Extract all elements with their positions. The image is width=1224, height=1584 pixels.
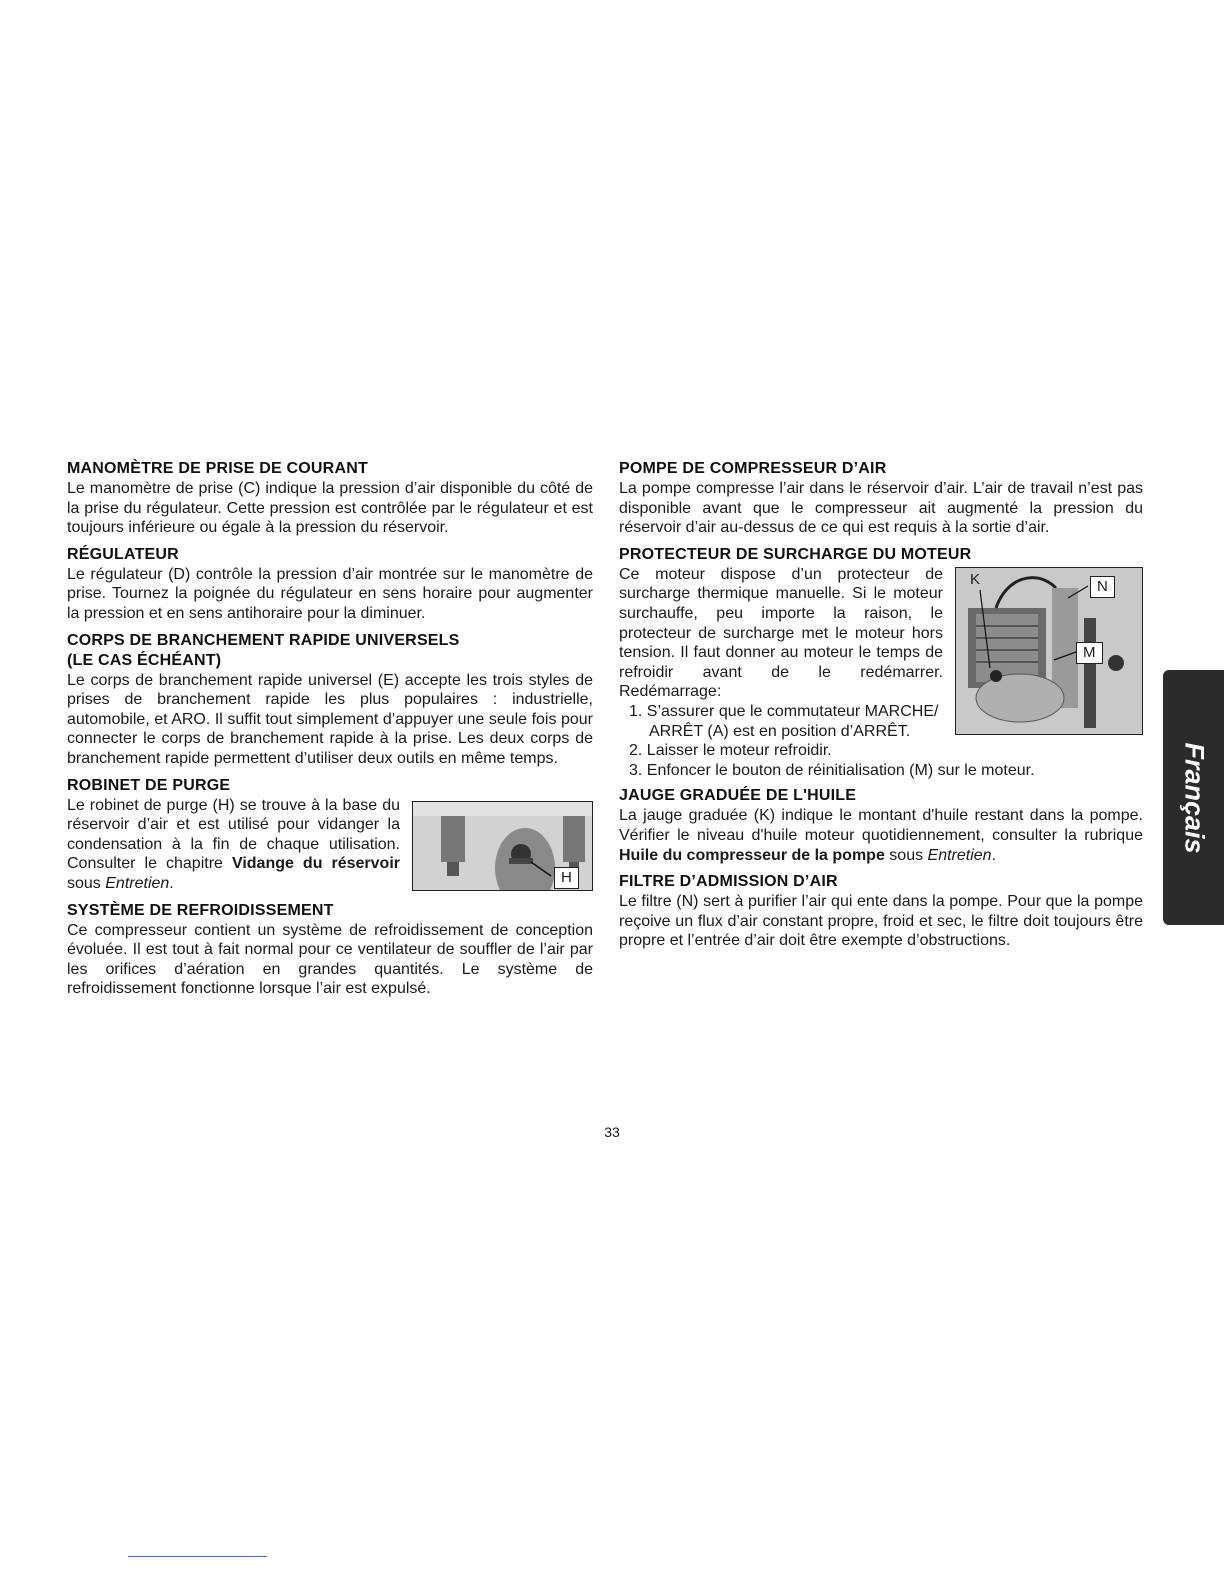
heading-corps-line1: CORPS DE BRANCHEMENT RAPIDE UNIVERSELS [67, 631, 460, 649]
heading-robinet: ROBINET DE PURGE [67, 776, 231, 794]
text-protecteur: Ce moteur dispose d’un protecteur de surcharge thermique manuelle. Si le moteur surchauffe, peu importe la raison, le protecteur de surcharge met le moteur hors tension. Il faut donner au moteur le temps de refroidir avant de le redémarrer. Redémarrage: [619, 565, 943, 701]
list-item: 2. Laisser le moteur refroidir. [629, 742, 832, 760]
page-number: 33 [604, 1124, 620, 1140]
section-filtre [619, 872, 1143, 951]
figure-label-h: H [554, 867, 579, 889]
section-refroidissement [67, 901, 593, 999]
text-jauge [619, 806, 1143, 865]
heading-regulateur: RÉGULATEUR [67, 545, 179, 563]
figure-label-k: K [970, 570, 981, 588]
section-corps [67, 631, 593, 769]
text-manometre: Le manomètre de prise (C) indique la pression d’air disponible du côté de la prise du régulateur. Cette pression est contrôlée par le régulateur et est toujours inférieure ou égale à la pression du réservoir. [67, 480, 593, 537]
motor-pump-figure [955, 567, 1143, 735]
list-item: 3. Enfoncer le bouton de réinitialisation (M) sur le moteur. [629, 761, 1035, 779]
section-protecteur [619, 545, 1143, 787]
text-jauge-italic: Entretien [927, 846, 992, 864]
heading-filtre: FILTRE D’ADMISSION D’AIR [619, 873, 838, 891]
text-jauge-body: La jauge graduée (K) indique le montant d'huile restant dans la pompe. Vérifier le niveau d'huile moteur quotidiennement, consulter la rubrique [619, 807, 1143, 844]
text-pompe: La pompe compresse l’air dans le réservoir d’air. L’air de travail n’est pas disponible avant que le compresseur ait augmenté la pression du réservoir d’air au-dessus de ce qui est requis à la sortie d’air. [619, 480, 1143, 537]
right-column [619, 459, 1143, 958]
list-item: 1. S’assurer que le commutateur MARCHE/ ARRÊT (A) est en position d’ARRÊT. [629, 702, 939, 740]
heading-refroidissement: SYSTÈME DE REFROIDISSEMENT [67, 901, 334, 919]
text-refroidissement: Ce compresseur contient un système de refroidissement de conception évoluée. Il est tout à fait normal pour ce ventilateur de souffler de l’air par les orifices d’aération en grandes quantités. Le système de refroidissement fonctionne lorsque l’air est expulsé. [67, 921, 593, 998]
text-robinet-end: . [169, 874, 174, 892]
language-tab-label: Français [1179, 741, 1209, 854]
motor-pump-illustration [956, 568, 1143, 735]
heading-jauge: JAUGE GRADUÉE DE L'HUILE [619, 787, 857, 805]
language-tab [1163, 670, 1224, 925]
text-regulateur: Le régulateur (D) contrôle la pression d’air montrée sur le manomètre de prise. Tournez la poignée du régulateur en sens horaire pour augmenter la pression et en sens antihoraire pour la diminuer. [67, 565, 593, 622]
section-manometre [67, 459, 593, 538]
heading-pompe: POMPE DE COMPRESSEUR D’AIR [619, 460, 887, 477]
text-jauge-end: . [991, 846, 997, 864]
section-pompe [619, 459, 1143, 538]
text-robinet-mid: sous [67, 874, 106, 892]
figure-label-m: M [1076, 642, 1103, 664]
heading-corps-line2: (LE CAS ÉCHÉANT) [67, 651, 222, 669]
section-regulateur [67, 545, 593, 624]
section-jauge [619, 786, 1143, 865]
text-robinet-body: Le robinet de purge (H) se trouve à la base du réservoir d’air et est utilisé pour vidanger la condensation à la fin de chaque utilisation. Consulter le chapitre [67, 796, 400, 873]
text-jauge-mid: sous [884, 846, 928, 864]
text-robinet-bold: Vidange du réservoir [231, 855, 401, 873]
text-jauge-bold: Huile du compresseur de la pompe [619, 846, 885, 864]
text-filtre: Le filtre (N) sert à purifier l’air qui ente dans la pompe. Pour que la pompe reçoive un flux d’air constant propre, froid et sec, le filtre doit toujours être propre et l’entrée d’air doit être exempte d’obstructions. [619, 893, 1143, 950]
heading-manometre: MANOMÈTRE DE PRISE DE COURANT [67, 460, 368, 477]
left-column [67, 459, 593, 1006]
text-corps: Le corps de branchement rapide universel (E) accepte les trois styles de prises de branchement rapide les plus populaires : industrielle, automobile, et ARO. Il suffit tout simplement d’appuyer une seule fois pour connecter le corps de branchement rapide à la prise. Les deux corps de branchement rapide permettent d’utiliser deux outils en même temps. [67, 671, 593, 767]
figure-label-n: N [1090, 576, 1115, 598]
text-robinet-italic: Entretien [105, 874, 170, 892]
section-robinet [67, 776, 593, 901]
heading-protecteur: PROTECTEUR DE SURCHARGE DU MOTEUR [619, 545, 972, 563]
drain-valve-figure [412, 801, 593, 891]
footer-rule [128, 1556, 267, 1557]
